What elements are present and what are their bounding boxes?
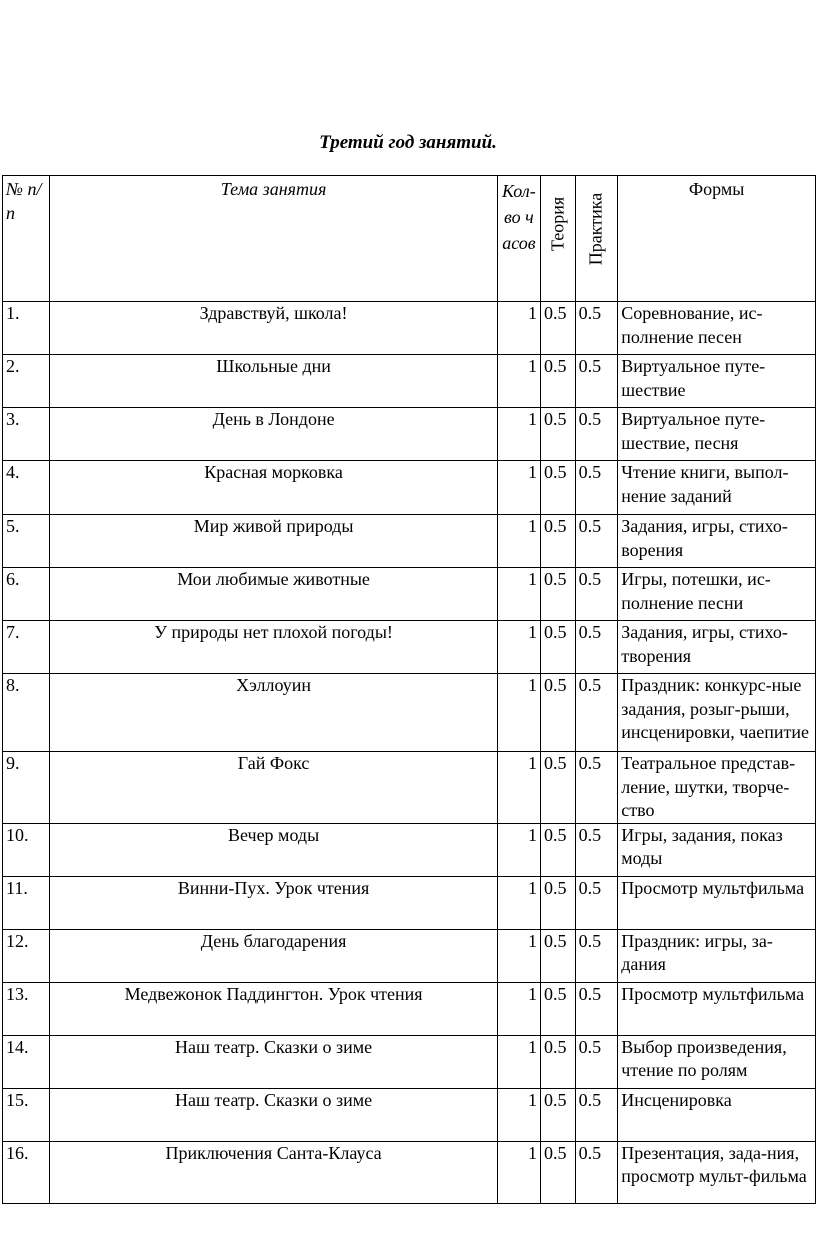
row-topic: Медвежонок Паддингтон. Урок чтения (50, 982, 497, 1035)
row-forms: Презентация, зада-ния, просмотр мульт-фильма (618, 1141, 816, 1203)
row-number: 1. (3, 302, 50, 355)
page-title: Третий год занятий. (319, 132, 497, 153)
row-number: 6. (3, 568, 50, 621)
row-number: 15. (3, 1088, 50, 1141)
row-forms: Театральное представ-ление, шутки, творче-ство (618, 752, 816, 824)
row-forms: Выбор произведения, чтение по ролям (618, 1035, 816, 1088)
header-theory-label: Теория (547, 196, 568, 252)
row-theory: 0.5 (541, 408, 576, 461)
row-forms: Инсценировка (618, 1088, 816, 1141)
row-practice: 0.5 (575, 823, 618, 876)
row-topic: Наш театр. Сказки о зиме (50, 1035, 497, 1088)
row-practice: 0.5 (575, 355, 618, 408)
table-row (3, 752, 816, 824)
row-forms: Праздник: игры, за-дания (618, 929, 816, 982)
header-practice (575, 176, 618, 302)
row-topic: День благодарения (50, 929, 497, 982)
row-forms: Задания, игры, стихо-ворения (618, 515, 816, 568)
header-hours: Кол-во часов (497, 176, 540, 302)
row-hours: 1 (497, 621, 540, 674)
row-practice: 0.5 (575, 302, 618, 355)
row-practice: 0.5 (575, 1088, 618, 1141)
row-theory: 0.5 (541, 982, 576, 1035)
row-theory: 0.5 (541, 1035, 576, 1088)
row-forms: Праздник: конкурс-ные задания, розыг-рыши, инсценировки, чаепитие (618, 674, 816, 752)
table-row (3, 515, 816, 568)
row-practice: 0.5 (575, 461, 618, 515)
row-forms: Игры, потешки, ис-полнение песни (618, 568, 816, 621)
row-number: 11. (3, 876, 50, 929)
row-hours: 1 (497, 568, 540, 621)
row-theory: 0.5 (541, 674, 576, 752)
row-forms: Чтение книги, выпол-нение заданий (618, 461, 816, 515)
row-topic: Красная морковка (50, 461, 497, 515)
row-topic: У природы нет плохой погоды! (50, 621, 497, 674)
table-row (3, 355, 816, 408)
row-topic: Здравствуй, школа! (50, 302, 497, 355)
row-hours: 1 (497, 515, 540, 568)
row-theory: 0.5 (541, 1141, 576, 1203)
row-topic: Мир живой природы (50, 515, 497, 568)
row-hours: 1 (497, 355, 540, 408)
row-forms: Соревнование, ис-полнение песен (618, 302, 816, 355)
row-hours: 1 (497, 876, 540, 929)
row-theory: 0.5 (541, 752, 576, 824)
row-hours: 1 (497, 929, 540, 982)
row-number: 13. (3, 982, 50, 1035)
row-hours: 1 (497, 982, 540, 1035)
row-hours: 1 (497, 1035, 540, 1088)
row-hours: 1 (497, 408, 540, 461)
row-forms: Виртуальное путе-шествие, песня (618, 408, 816, 461)
lesson-plan-table (2, 175, 816, 1204)
row-practice: 0.5 (575, 929, 618, 982)
row-number: 12. (3, 929, 50, 982)
table-row (3, 1035, 816, 1088)
header-forms: Формы (618, 176, 816, 302)
row-number: 5. (3, 515, 50, 568)
row-forms: Просмотр мультфильма (618, 876, 816, 929)
row-forms: Игры, задания, показ моды (618, 823, 816, 876)
row-number: 3. (3, 408, 50, 461)
row-hours: 1 (497, 752, 540, 824)
header-number: № п/п (3, 176, 50, 302)
row-practice: 0.5 (575, 674, 618, 752)
row-number: 2. (3, 355, 50, 408)
row-topic: Наш театр. Сказки о зиме (50, 1088, 497, 1141)
table-row (3, 621, 816, 674)
header-practice-label: Практика (585, 192, 606, 266)
row-topic: Школьные дни (50, 355, 497, 408)
row-topic: Мои любимые животные (50, 568, 497, 621)
row-topic: День в Лондоне (50, 408, 497, 461)
row-topic: Гай Фокс (50, 752, 497, 824)
table-row (3, 823, 816, 876)
row-hours: 1 (497, 302, 540, 355)
row-hours: 1 (497, 823, 540, 876)
row-theory: 0.5 (541, 823, 576, 876)
table-row (3, 408, 816, 461)
table-row (3, 674, 816, 752)
row-number: 14. (3, 1035, 50, 1088)
row-theory: 0.5 (541, 568, 576, 621)
row-theory: 0.5 (541, 929, 576, 982)
row-number: 10. (3, 823, 50, 876)
row-topic: Вечер моды (50, 823, 497, 876)
row-number: 8. (3, 674, 50, 752)
row-hours: 1 (497, 461, 540, 515)
row-practice: 0.5 (575, 515, 618, 568)
row-theory: 0.5 (541, 621, 576, 674)
row-number: 9. (3, 752, 50, 824)
row-forms: Задания, игры, стихо-творения (618, 621, 816, 674)
table-row (3, 1141, 816, 1203)
row-hours: 1 (497, 1088, 540, 1141)
row-theory: 0.5 (541, 515, 576, 568)
row-hours: 1 (497, 674, 540, 752)
row-topic: Приключения Санта-Клауса (50, 1141, 497, 1203)
row-number: 4. (3, 461, 50, 515)
row-theory: 0.5 (541, 461, 576, 515)
row-practice: 0.5 (575, 568, 618, 621)
row-topic: Винни-Пух. Урок чтения (50, 876, 497, 929)
table-row (3, 461, 816, 515)
row-theory: 0.5 (541, 1088, 576, 1141)
table-row (3, 929, 816, 982)
row-theory: 0.5 (541, 302, 576, 355)
row-forms: Просмотр мультфильма (618, 982, 816, 1035)
row-topic: Хэллоуин (50, 674, 497, 752)
row-practice: 0.5 (575, 621, 618, 674)
row-hours: 1 (497, 1141, 540, 1203)
row-practice: 0.5 (575, 1141, 618, 1203)
row-practice: 0.5 (575, 752, 618, 824)
row-number: 7. (3, 621, 50, 674)
table-row (3, 982, 816, 1035)
table-header-row (3, 176, 816, 302)
row-practice: 0.5 (575, 876, 618, 929)
header-topic: Тема занятия (50, 176, 497, 302)
table-row (3, 1088, 816, 1141)
row-number: 16. (3, 1141, 50, 1203)
row-theory: 0.5 (541, 876, 576, 929)
row-practice: 0.5 (575, 982, 618, 1035)
row-theory: 0.5 (541, 355, 576, 408)
row-practice: 0.5 (575, 408, 618, 461)
row-forms: Виртуальное путе-шествие (618, 355, 816, 408)
table-row (3, 302, 816, 355)
row-practice: 0.5 (575, 1035, 618, 1088)
table-row (3, 568, 816, 621)
table-row (3, 876, 816, 929)
header-theory (541, 176, 576, 302)
